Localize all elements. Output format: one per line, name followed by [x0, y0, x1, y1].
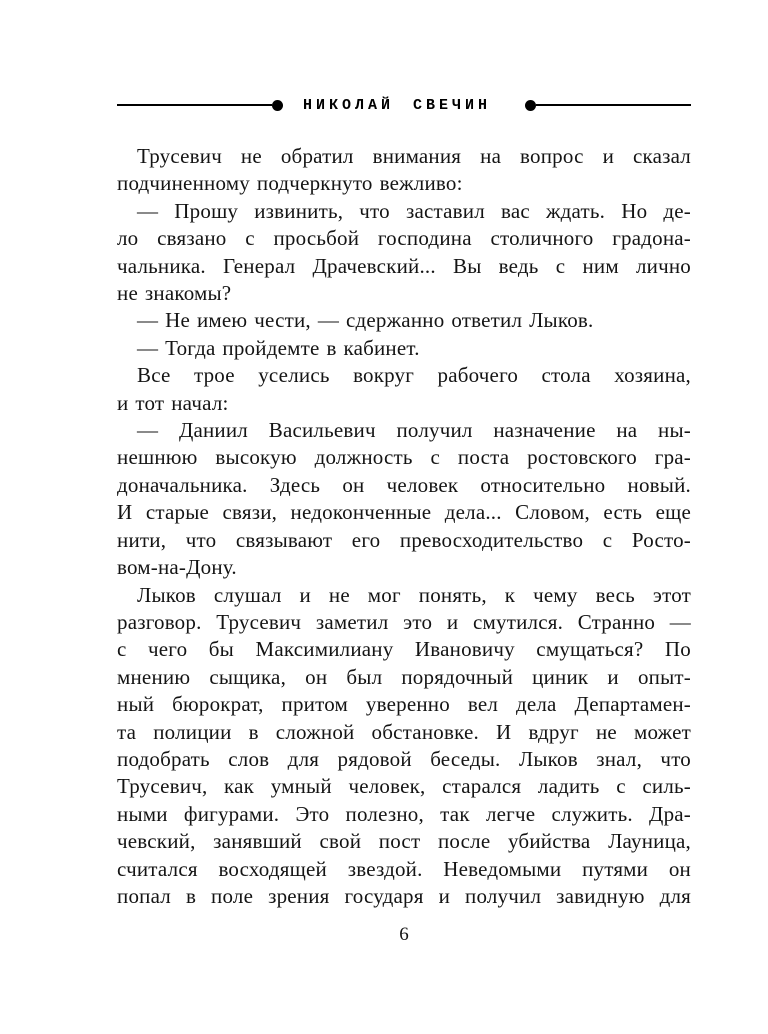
- text-line: доначальника. Здесь он человек относительно новый.: [117, 472, 691, 497]
- text-line: — Прошу извинить, что заставил вас ждать. Но де-: [137, 198, 691, 223]
- text-line: разговор. Трусевич заметил это и смутился. Странно —: [117, 609, 691, 634]
- text-line: та полиции в сложной обстановке. И вдруг не может: [117, 719, 691, 744]
- text-line: И старые связи, недоконченные дела... Словом, есть еще: [117, 500, 691, 525]
- text-line: — Не имею чести, — сдержанно ответил Лыков.: [137, 308, 594, 333]
- header-dot-right-icon: [525, 100, 536, 111]
- text-line: вом-на-Дону.: [117, 555, 237, 580]
- text-line: нешнюю высокую должность с поста ростовского гра-: [117, 445, 691, 470]
- text-line: с чего бы Максимилиану Ивановичу смущаться? По: [117, 637, 691, 662]
- text-line: подобрать слов для рядовой беседы. Лыков знал, что: [117, 746, 691, 771]
- text-line: не знакомы?: [117, 281, 232, 306]
- header-rule-left: [117, 104, 272, 106]
- page-number: 6: [399, 924, 409, 946]
- body-text: [117, 143, 691, 910]
- text-line: попал в поле зрения государя и получил завидную для: [117, 883, 691, 908]
- text-line: Трусевич не обратил внимания на вопрос и сказал: [137, 144, 691, 168]
- text-line: считался восходящей звездой. Неведомыми путями он: [117, 856, 691, 881]
- text-line: подчиненному подчеркнуто вежливо:: [117, 171, 463, 196]
- text-line: нити, что связывают его превосходительство с Росто-: [117, 527, 691, 552]
- page-footer: [117, 924, 691, 946]
- text-line: Лыков слушал и не мог понять, к чему весь этот: [137, 582, 691, 607]
- text-line: ными фигурами. Это полезно, так легче служить. Дра-: [117, 801, 691, 826]
- text-line: ный бюрократ, притом уверенно вел дела Департамен-: [117, 692, 691, 717]
- text-line: Трусевич, как умный человек, старался ладить с силь-: [117, 774, 691, 799]
- text-line: — Тогда пройдемте в кабинет.: [137, 335, 420, 360]
- text-block: [117, 0, 691, 946]
- header-rule-right: [536, 104, 691, 106]
- author-name: НИКОЛАЙ СВЕЧИН: [302, 96, 492, 114]
- text-line: чальника. Генерал Драчевский... Вы ведь с ним лично: [117, 253, 691, 278]
- text-line: и тот начал:: [117, 390, 229, 415]
- running-head: [117, 92, 691, 118]
- text-line: мнению сыщика, он был порядочный циник и опыт-: [117, 664, 691, 689]
- text-line: Все трое уселись вокруг рабочего стола хозяина,: [137, 363, 691, 388]
- header-dot-left-icon: [272, 100, 283, 111]
- text-line: — Даниил Васильевич получил назначение на ны-: [137, 418, 691, 443]
- text-line: ло связано с просьбой господина столичного градона-: [117, 226, 691, 251]
- text-line: чевский, занявший свой пост после убийства Лауница,: [117, 829, 691, 854]
